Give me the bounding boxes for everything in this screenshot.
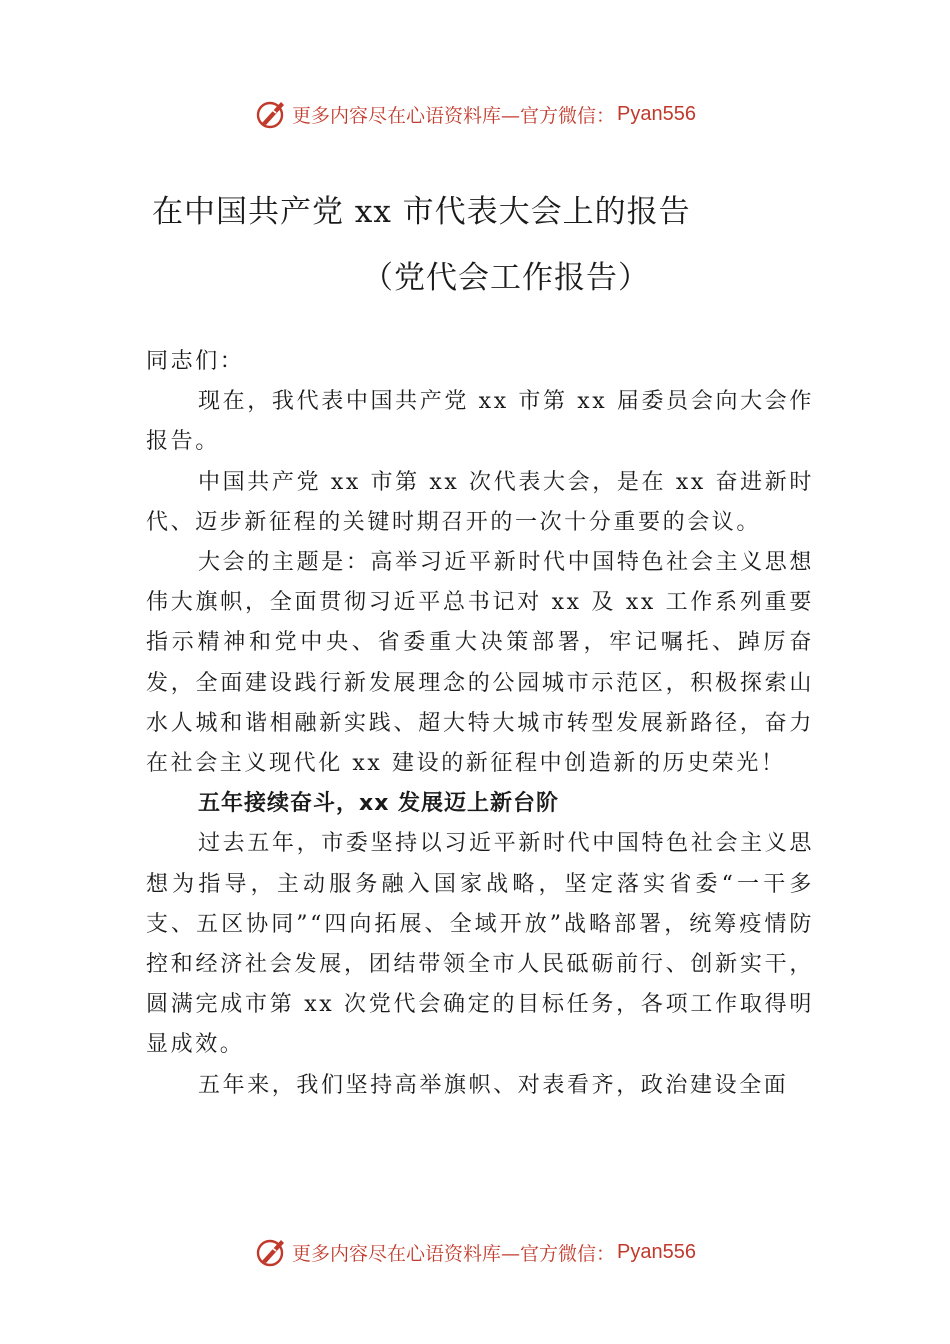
banner-brand-text: 更多内容尽在心语资料库 [292, 104, 502, 127]
body-paragraph: 大会的主题是：高举习近平新时代中国特色社会主义思想伟大旗帜，全面贯彻习近平总书记对 xx 及 xx 工作系列重要指示精神和党中央、省委重大决策部署，牢记嘱托、踔厉奋发，全面建设践行新发展理念的公园城市示范区，积极探索山水人城和谐相融新实践、超大特大城市转型发展新路径，奋力在社会主义现代化 xx 建设的新征程中创造新的历史荣光！ [146, 550, 814, 777]
quill-logo-icon [254, 1235, 288, 1269]
body-paragraph: 现在，我代表中国共产党 xx 市第 xx 届委员会向大会作报告。 [146, 389, 814, 455]
banner-official-text: —官方微信： [501, 1242, 616, 1265]
quill-logo-icon [254, 97, 288, 131]
body-paragraph: 五年来，我们坚持高举旗帜、对表看齐，政治建设全面 [198, 1072, 789, 1098]
document-body [146, 342, 814, 1106]
banner-wechat-id: Pyan556 [617, 102, 696, 125]
footer-banner [0, 1232, 950, 1272]
salutation: 同志们： [146, 349, 245, 374]
body-paragraph: 中国共产党 xx 市第 xx 次代表大会，是在 xx 奋进新时代、迈步新征程的关键时期召开的一次十分重要的会议。 [146, 469, 814, 535]
document-title: 在中国共产党 xx 市代表大会上的报告 [152, 194, 691, 230]
banner-official-text: —官方微信： [501, 104, 616, 127]
document-subtitle: （党代会工作报告） [362, 260, 650, 296]
banner-wechat-id: Pyan556 [617, 1240, 696, 1263]
banner-brand-text: 更多内容尽在心语资料库 [292, 1242, 502, 1265]
section-heading: 五年接续奋斗，xx 发展迈上新台阶 [198, 791, 560, 817]
header-banner [0, 94, 950, 134]
body-paragraph: 过去五年，市委坚持以习近平新时代中国特色社会主义思想为指导，主动服务融入国家战略，坚定落实省委“一干多支、五区协同”“四向拓展、全域开放”战略部署，统筹疫情防控和经济社会发展，团结带领全市人民砥砺前行、创新实干，圆满完成市第 xx 次党代会确定的目标任务，各项工作取得明显成效。 [146, 831, 814, 1058]
